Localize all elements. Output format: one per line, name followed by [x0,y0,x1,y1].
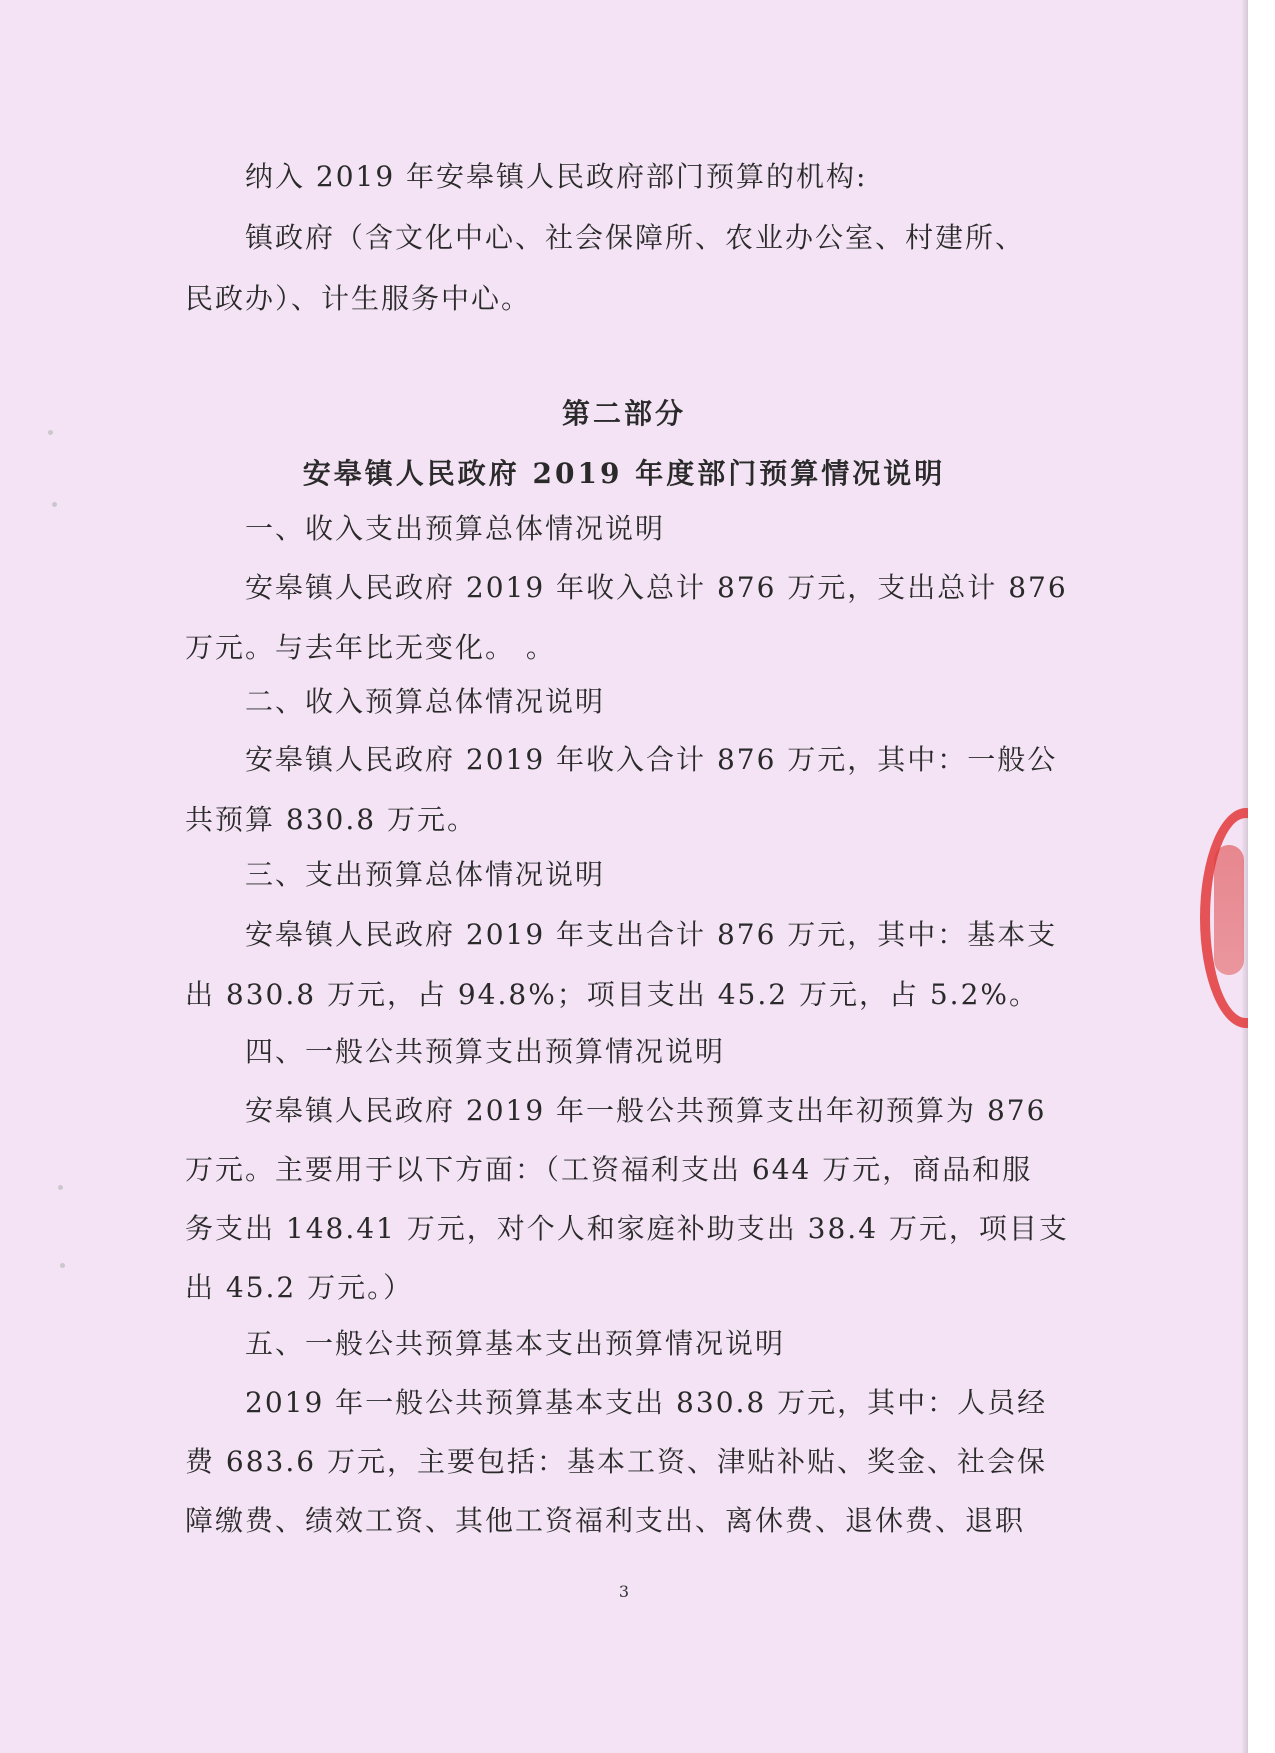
paragraph-5-line-2: 费 683.6 万元，主要包括：基本工资、津贴补贴、奖金、社会保 [185,1445,1047,1478]
scan-speck [58,1185,63,1190]
scan-speck [48,430,53,435]
page-number: 3 [618,1582,630,1601]
paragraph-1-line-1: 安皋镇人民政府 2019 年收入总计 876 万元，支出总计 876 [245,571,1068,604]
paragraph-3-line-1: 安皋镇人民政府 2019 年支出合计 876 万元，其中：基本支 [245,918,1058,951]
scan-speck [60,1263,65,1268]
paragraph-4-line-3: 务支出 148.41 万元，对个人和家庭补助支出 38.4 万元，项目支 [185,1212,1069,1245]
paragraph-4-line-2: 万元。主要用于以下方面：（工资福利支出 644 万元，商品和服 [185,1153,1033,1186]
section-heading-4: 四、一般公共预算支出预算情况说明 [245,1035,726,1068]
part-title: 第二部分 [561,397,686,430]
intro-line-3: 民政办）、计生服务中心。 [185,282,532,315]
section-heading-3: 三、支出预算总体情况说明 [245,858,606,891]
paragraph-2-line-2: 共预算 830.8 万元。 [185,803,477,836]
paragraph-5-line-1: 2019 年一般公共预算基本支出 830.8 万元，其中：人员经 [245,1386,1048,1419]
paragraph-1-line-2: 万元。与去年比无变化。 。 [185,631,556,664]
paragraph-2-line-1: 安皋镇人民政府 2019 年收入合计 876 万元，其中：一般公 [245,743,1058,776]
paragraph-4-line-4: 出 45.2 万元。） [185,1271,414,1304]
paragraph-4-line-1: 安皋镇人民政府 2019 年一般公共预算支出年初预算为 876 [245,1094,1047,1127]
section-heading-1: 一、收入支出预算总体情况说明 [245,512,666,545]
section-heading-5: 五、一般公共预算基本支出预算情况说明 [245,1327,786,1360]
paragraph-5-line-3: 障缴费、绩效工资、其他工资福利支出、离休费、退休费、退职 [185,1504,1026,1537]
section-subtitle: 安皋镇人民政府 2019 年度部门预算情况说明 [302,457,946,490]
section-heading-2: 二、收入预算总体情况说明 [245,685,606,718]
official-seal-mark [1214,845,1244,975]
intro-line-1: 纳入 2019 年安皋镇人民政府部门预算的机构: [245,160,868,193]
scan-speck [52,502,57,507]
intro-line-2: 镇政府（含文化中心、社会保障所、农业办公室、村建所、 [245,221,1026,254]
paragraph-3-line-2: 出 830.8 万元，占 94.8%；项目支出 45.2 万元，占 5.2%。 [185,978,1039,1011]
